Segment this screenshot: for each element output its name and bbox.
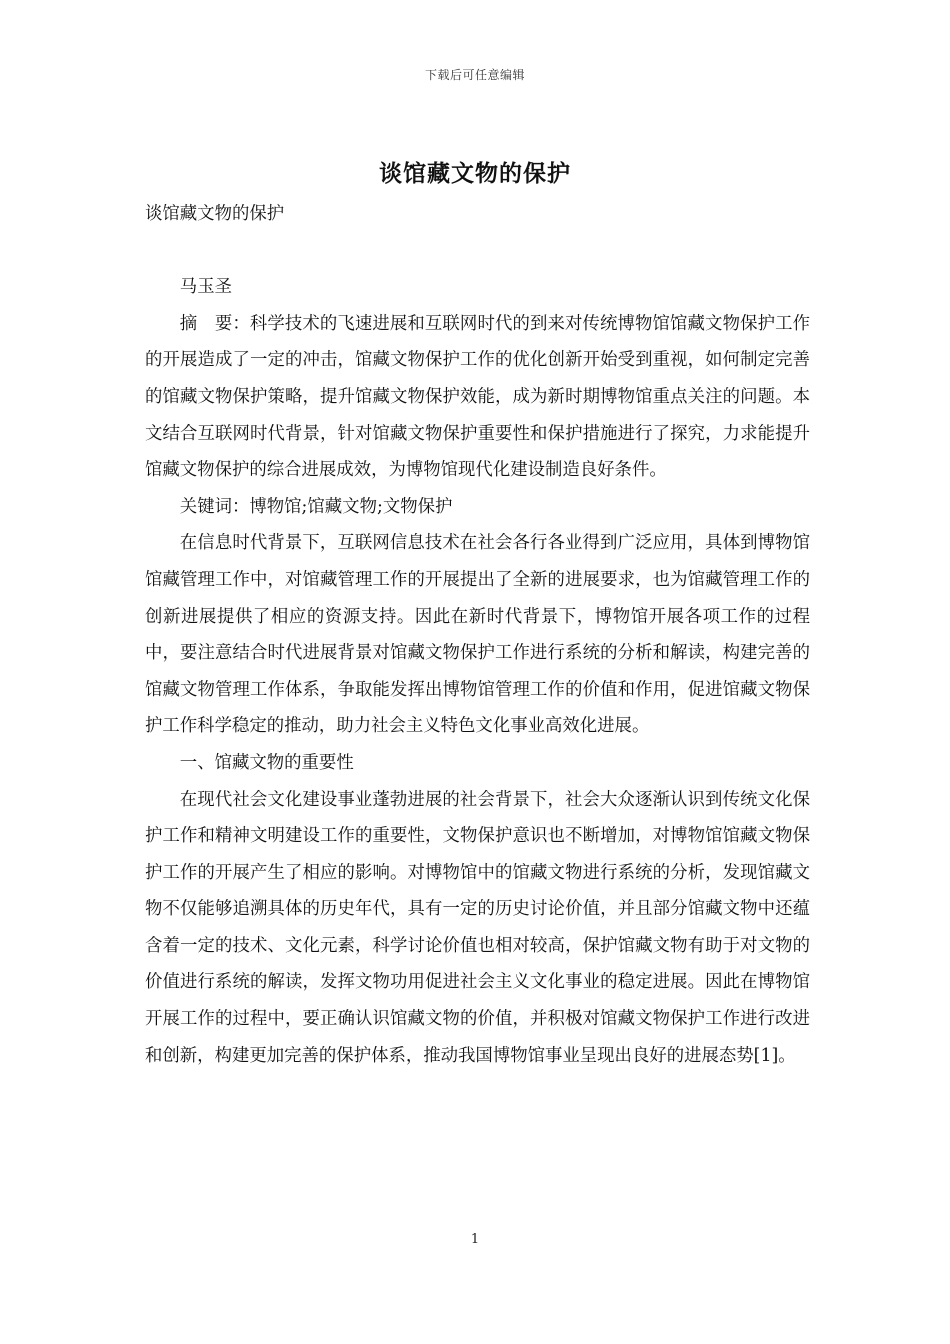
- header-note: 下载后可任意编辑: [424, 68, 525, 82]
- body-paragraph: 在现代社会文化建设事业蓬勃进展的社会背景下，社会大众逐渐认识到传统文化保护工作和精神文明建设工作的重要性，文物保护意识也不断增加，对博物馆馆藏文物保护工作的开展产生了相应的影响。对博物馆中的馆藏文物进行系统的分析，发现馆藏文物不仅能够追溯具体的历史年代，具有一定的历史讨论价值，并且部分馆藏文物中还蕴含着一定的技术、文化元素，科学讨论价值也相对较高，保护馆藏文物有助于对文物的价值进行系统的解读，发挥文物功用促进社会主义文化事业的稳定进展。因此在博物馆开展工作的过程中，要正确认识馆藏文物的价值，并积极对馆藏文物保护工作进行改进和创新，构建更加完善的保护体系，推动我国博物馆事业呈现出良好的进展态势[1]。: [145, 789, 810, 1066]
- body-paragraph: 在信息时代背景下，互联网信息技术在社会各行各业得到广泛应用，具体到博物馆馆藏管理工作中，对馆藏管理工作的开展提出了全新的进展要求，也为馆藏管理工作的创新进展提供了相应的资源支持。因此在新时代背景下，博物馆开展各项工作的过程中，要注意结合时代进展背景对馆藏文物保护工作进行系统的分析和解读，构建完善的馆藏文物管理工作体系，争取能发挥出博物馆管理工作的价值和作用，促进馆藏文物保护工作科学稳定的推动，助力社会主义特色文化事业高效化进展。: [145, 533, 810, 737]
- keywords-line: 关键词：博物馆;馆藏文物;文物保护: [179, 496, 453, 517]
- abstract-paragraph: 摘 要：科学技术的飞速进展和互联网时代的到来对传统博物馆馆藏文物保护工作的开展造成了一定的冲击，馆藏文物保护工作的优化创新开始受到重视，如何制定完善的馆藏文物保护策略，提升馆藏文物保护效能，成为新时期博物馆重点关注的问题。本文结合互联网时代背景，针对馆藏文物保护重要性和保护措施进行了探究，力求能提升馆藏文物保护的综合进展成效，为博物馆现代化建设制造良好条件。: [145, 313, 810, 481]
- page-number: 1: [470, 1232, 480, 1247]
- document-title: 谈馆藏文物的保护: [379, 160, 571, 187]
- document-body: [145, 196, 810, 1074]
- subtitle: 谈馆藏文物的保护: [145, 204, 285, 224]
- section-heading: 一、馆藏文物的重要性: [179, 752, 354, 773]
- author-name: 马玉圣: [179, 277, 232, 298]
- blank-line: [145, 233, 810, 270]
